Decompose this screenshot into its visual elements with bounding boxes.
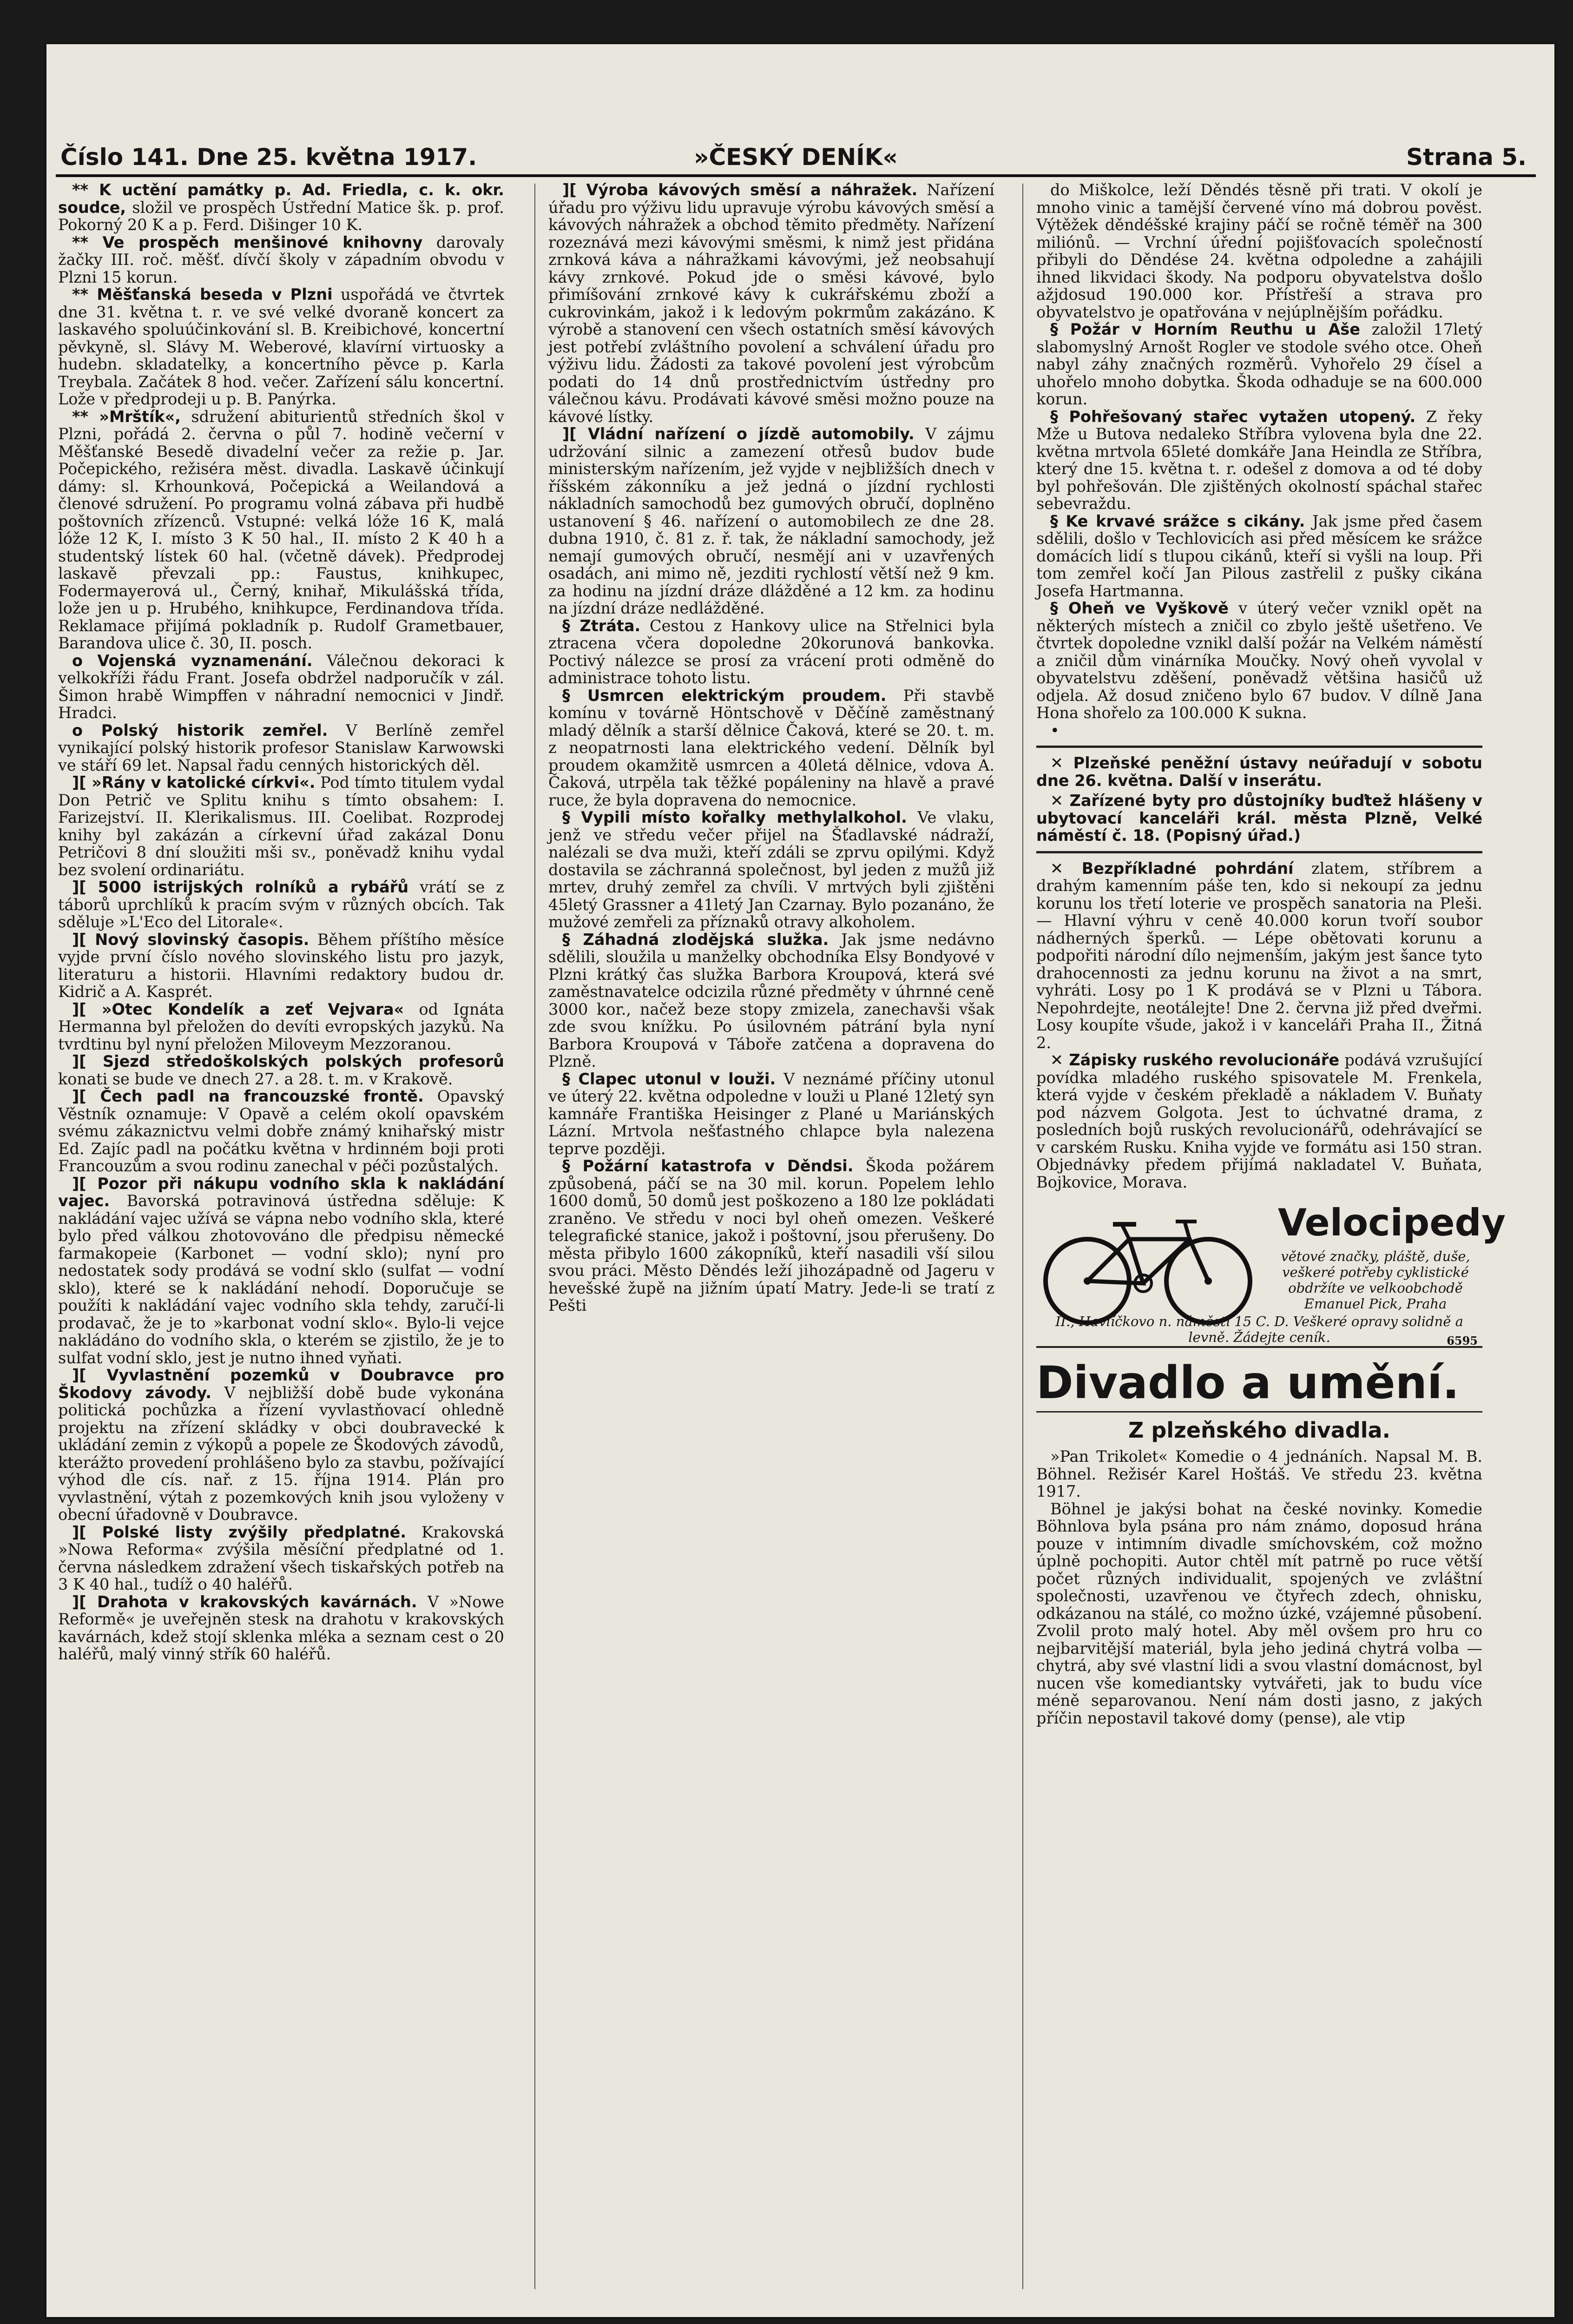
article	[1036, 600, 1482, 722]
article-headline: § Záhadná zlodějská služka.	[562, 930, 829, 949]
column-2	[548, 181, 994, 2296]
article-headline: § Ztráta.	[562, 616, 641, 635]
theatre-review	[1036, 1448, 1482, 1727]
article-headline: § Požární katastrofa v Děndsi.	[562, 1157, 854, 1175]
article-text: •	[1050, 721, 1060, 739]
article-headline: ][ Pozor při nákupu vodního skla k nakládání vajec.	[58, 1174, 504, 1210]
article-text: Ve vlaku, jenž ve středu večer přijel na Šťadlavské nádraží, nalézali se dva muži, kteří zdáli se zprvu opilými. Když dostavila se záchranná společnost, byl jeden z mužů již mrtev, druhý zemřel za chvíli. V mrtvých byli zjištěni 45letý Grassner a 41letý Jan Czarnay. Bylo pozanáno, že mužové zemřeli za příznaků otravy alkoholem.	[548, 808, 994, 931]
article-text: založil 17letý slabomyslný Arnošt Rogler ve stodole svého otce. Oheň nabyl záhy značných rozměrů. Vyhořelo 29 čísel a uhořelo mnoho dobytka. Škoda odhaduje se na 600.000 korun.	[1036, 320, 1482, 408]
article	[1036, 722, 1482, 739]
article	[58, 234, 504, 286]
article	[548, 1070, 994, 1158]
article-text: Krakovská »Nowa Reforma« zvýšila měsíční předplatné od 1. června následkem zdražení všech tiskařských potřeb na 3 K 40 hal., tudíž o 40 haléřů.	[58, 1523, 504, 1593]
notice: ✕ Plzeňské peněžní ústavy neúřadují v sobotu dne 26. května. Další v inserátu.	[1036, 754, 1482, 790]
article-text: V Berlíně zemřel vynikající polský historik profesor Stanislaw Karwowski ve stáří 69 let. Napsal řadu cenných historických děl.	[58, 721, 504, 774]
bicycle-icon	[1036, 1207, 1259, 1327]
article	[58, 1175, 504, 1367]
article-headline: ][ Polské listy zvýšily předplatné.	[72, 1523, 407, 1541]
article	[548, 687, 994, 809]
ad-text: větové značky, pláště, duše, veškeré potřeby cyklistické obdržíte ve velkoobchodě Emanuel Pick, Praha	[1281, 1248, 1470, 1312]
article-text: Jak jsme před časem sdělili, došlo v Techlovicích asi před měsícem ke srážce domácích lidí s tlupou cikánů, kteří si vyšli na loup. Při tom zemřel kočí Jan Pilous zastřelil z pušky cikána Josefa Hartmanna.	[1036, 512, 1482, 600]
article-text: Z řeky Mže u Butova nedaleko Stříbra vylovena byla dne 22. května mrtvola 65leté domkáře Jana Heindla ze Stříbra, který dne 15. května t. r. odešel z domova a od té doby byl pohřešován. Dle zjištěných okolností spáchal stařec sebevraždu.	[1036, 407, 1482, 513]
notice-box	[1036, 746, 1482, 853]
section-subtitle: Z plzeňského divadla.	[1128, 1418, 1391, 1443]
article-headline: ][ »Rány v katolické církvi«.	[72, 773, 316, 792]
ad-title: Velocipedy	[1278, 1201, 1506, 1244]
article-headline: § Požár v Horním Reuthu u Aše	[1050, 320, 1360, 338]
article	[58, 1001, 504, 1053]
article-headline: § Ke krvavé srážce s cikány.	[1050, 512, 1305, 530]
ad-number: 6595	[1447, 1334, 1478, 1347]
article-text: složil ve prospěch Ústřední Matice šk. p. prof. Pokorný 20 K a p. Ferd. Dišinger 10 K.	[58, 198, 504, 234]
article	[58, 286, 504, 408]
article	[58, 1088, 504, 1175]
article	[1036, 513, 1482, 600]
article-headline: ][ Vládní nařízení o jízdě automobily.	[562, 425, 915, 443]
article	[58, 774, 504, 878]
article-headline: ][ Vyvlastnění pozemků v Doubravce pro Škodovy závody.	[58, 1366, 504, 1402]
article	[1036, 321, 1482, 408]
article-text: Válečnou dekoraci k velkokříži řádu Frant. Josefa obdržel nadporučík v zál. Šimon hrabě Wimpffen v náhradní nemocnici v Jindř. Hradci.	[58, 651, 504, 722]
article-text: Bavorská potravinová ústředna sděluje: K nakládání vajec užívá se vápna nebo vodního skla, které bylo před válkou zhotovováno dle předpisu německé farmakopeie (Karbonet — vodní sklo); nyní pro nedostatek sody prodává se vodní sklo (sulfat — vodní sklo), které se k nakládání nehodí. Doporučuje se použíti k nakládání vajec vodního skla tehdy, zaručí-li prodavač, že je to »karbonat vodní sklo«. Bylo-li vejce nakládáno do vodního skla, o kterém se zjistilo, že je to sulfat vodní sklo, jest je nutno ihned vyňati.	[58, 1192, 504, 1367]
notice: ✕ Zařízené byty pro důstojníky buďtež hlášeny v ubytovací kanceláři král. města Plzně, Velké náměstí č. 18. (Popisný úřad.)	[1036, 792, 1482, 845]
article	[58, 931, 504, 1001]
article-headline: ✕ Bezpříkladné pohrdání	[1050, 859, 1294, 878]
article-text: V »Nowe Reformě« je uveřejněn stesk na drahotu v krakovských kavárnách, kdež stojí sklenka mléka a seznam cest o 20 haléřů, malý vinný střík 60 haléřů.	[58, 1592, 504, 1663]
section-title: Divadlo a umění.	[1036, 1357, 1482, 1413]
ad-address: II., Havlíčkovo n. náměstí 15 C. D. Veškeré opravy solidně a levně. Žádejte ceník.	[1055, 1314, 1463, 1345]
article	[58, 408, 504, 652]
article-headline: ✕ Zápisky ruského revolucionáře	[1050, 1051, 1340, 1069]
article-headline: ** Měšťanská beseda v Plzni	[72, 285, 333, 304]
issue-date: Číslo 141. Dne 25. května 1917.	[60, 144, 477, 171]
article-headline: § Oheň ve Vyškově	[1050, 599, 1229, 617]
article-text: zlatem, stříbrem a drahým kamenním páše ten, kdo si nekoupí za jednu korunu los třetí loterie ve prospěch sanatoria na Pleši. — Hlavní výhru v ceně 40.000 korun tvoří soubor nádherných šperků. — Lépe obětovati korunu a podpořiti národní dílo nejmenším, jakým jest šance tyto drahocennosti za jednu korunu na život a na smrt, vyhráti. Losy po 1 K prodává se v Plzni u Tábora. Nepohrdejte, neotálejte! Dne 2. června již před dveřmi. Losy koupíte všude, jakož i v kanceláři Praha II., Žitná 2.	[1036, 859, 1482, 1052]
column-3	[1036, 181, 1506, 2296]
article-headline: ][ Nový slovinský časopis.	[72, 930, 309, 949]
article	[548, 181, 994, 425]
article-text: Jak jsme nedávno sdělili, sloužila u manželky obchodníka Elsy Bondyové v Plzni krátký čas služka Barbora Kroupová, která své zaměstnavatelce odcizila různé předměty v úhrnné ceně 3000 kor., načež beze stopy zmizela, zanechavši však zde svou knížku. Po úsilovném pátrání byla nyní Barbora Kroupová v Táboře zatčena a dopravena do Plzně.	[548, 930, 994, 1070]
newspaper-page	[46, 44, 1554, 2317]
newspaper-title: »ČESKÝ DENÍK«	[694, 144, 898, 171]
article-headline: ** »Mrštík«,	[72, 407, 181, 426]
article-headline: o Polský historik zemřel.	[72, 721, 328, 739]
article	[58, 1053, 504, 1088]
article	[548, 425, 994, 617]
article	[58, 722, 504, 774]
column-divider	[1022, 184, 1023, 2289]
bicycle-advertisement	[1036, 1197, 1506, 1348]
article-text: do Miškolce, leží Děndés těsně při trati. V okolí je mnoho vinic a tamější červené víno má dobrou pověst. Výtěžek děndéšské krajiny páčí se ročně téměř na 300 miliónů. — Vrchní úřední pojišťovacích společností přibyli do Děndése 24. května odpoledne a zahájili ihned likvidaci škody. Na podporu obyvatelstva došlo ažjdosud 190.000 kor. Přístřeší a strava pro obyvatelstvo je opatřována v nejúplnějším pořádku.	[1036, 181, 1482, 321]
article	[548, 617, 994, 687]
article-headline: ][ »Otec Kondelík a zeť Vejvara«	[72, 1000, 404, 1018]
article	[548, 931, 994, 1070]
article-text: od Ignáta Hermanna byl přeložen do devíti evropských jazyků. Na tvrdtinu byl nyní přeložen Miloveym Mezzoranou.	[58, 1000, 504, 1053]
article-text: sdružení abiturientů středních škol v Plzni, pořádá 2. června o půl 7. hodině večerní v Měšťanské Besedě divadelní večer za režie p. Jar. Počepického, režiséra měst. divadla. Laskavě účinkují dámy: sl. Krhounková, Počepická a Weilandová a členové sdružení. Po programu volná zábava při hudbě poštovních zřízenců. Vstupné: velká lóže 16 K, malá lóže 12 K, I. místo 3 K 50 hal., II. místo 2 K 40 h a studentský lístek 60 hal. (včetně dávek). Předprodej laskavě převzali pp.: Faustus, knihkupec, Fodermayerová ul., Černý, knihař, Mikulášská třída, lože jen u p. Hrubého, knihkupce, Ferdinandova třída. Reklamace přijímá pokladník p. Rudolf Grametbauer, Barandova ulice č. 30, II. posch.	[58, 407, 505, 652]
column-divider	[534, 184, 535, 2289]
article-text: vrátí se z táborů uprchlíků k pracím svým v různých obcích. Tak sděluje »L'Eco del Litorale«.	[58, 878, 504, 931]
article	[58, 1524, 504, 1593]
article-headline: § Vypili místo kořalky methylalkohol.	[562, 808, 907, 826]
article-text: Během příštího měsíce vyjde první číslo nového slovinského listu pro jazyk, literaturu a historii. Hlavními redaktory budou dr. Kidrič a A. Kasprét.	[58, 930, 505, 1001]
column-1	[58, 181, 504, 2296]
article-headline: § Pohřešovaný stařec vytažen utopený.	[1050, 407, 1416, 426]
article-text: Při stavbě komínu v továrně Höntschově v Děčíně zaměstnaný mladý dělník a starší dělnice Čaková, které se 20. t. m. z neopatrnosti lana elektrického vedení. Dělník byl proudem okamžitě usmrcen a 40letá dělnice, vdova A. Čaková, utrpěla tak těžké popáleniny na hlavě a pravé ruce, že byla dopravena do nemocnice.	[548, 686, 994, 809]
article-text: Nařízení úřadu pro výživu lidu upravuje výrobu kávových směsí a kávových náhražek a obchod těmito předměty. Nařízení rozeznává mezi kávovými směsmi, k nimž jest přidána zrnková káva a náhražkami kávovými, jež neobsahují kávy zrnkové. Pokud jde o směsi kávové, bylo přimíšování zrnkové kávy k cukrářskému zboží a cukrovinkám, jakož i k ledovým pokrmům zakázáno. K výrobě a stanovení cen všech ostatních směsí kávových jest potřebí zvláštního povolení a schválení úřadu pro výživu lidu. Žádosti za takové povolení jest výrobcům podati do 14 dnů prostřednictvím ústředny pro válečnou kávu. Prodávati kávové směsi možno pouze na kávové lístky.	[548, 181, 994, 426]
article-text: konati se bude ve dnech 27. a 28. t. m. v Krakově.	[58, 1070, 453, 1088]
article-text: darovaly žačky III. roč. měšť. dívčí školy v západním obvodu v Plzni 15 korun.	[58, 233, 505, 286]
review-paragraph: Böhnel je jakýsi bohat na české novinky. Komedie Böhnlova byla psána pro nám známo, doposud hrána pouze v intimním divadle smíchovském, což možno úplně pochopiti. Autor chtěl mít patrně po ruce větší počet různých individualit, spojených ve zvláštní společnosti, uzavřenou ve čtyřech zdech, ohnisku, odkázanou na stálé, co možno úzké, vzájemné působení. Zvolil proto malý hotel. Aby měl ovšem pro hru co nejbarvitější materiál, byla jeho jediná chytrá volba — chytrá, aby své vlastní lidi a svou vlastní domácnost, byl nucen vše komediantsky vytvářeti, jak to budu více méně separovanou. Není nám dosti jasno, z jakých příčin nepostavil takové domy (pense), ale vtip	[1036, 1499, 1482, 1727]
article-headline: ][ Drahota v krakovských kavárnách.	[72, 1592, 417, 1611]
article	[1036, 408, 1482, 513]
column-3-articles	[1036, 181, 1482, 739]
article-text: podává vzrušující povídka mladého ruského spisovatele M. Frenkela, která vyjde v českém překladě a nákladem V. Buňaty pod názvem Golgota. Jest to úchvatné drama, z posledních bojů ruských revolucionářů, odehrávající se v carském Rusku. Kniha vyjde ve formátu asi 150 stran. Objednávky předem přijímá nakladatel V. Buňata, Bojkovice, Morava.	[1036, 1051, 1483, 1191]
masthead	[56, 137, 1536, 177]
article	[58, 1593, 504, 1663]
article	[1036, 181, 1482, 321]
article	[58, 181, 504, 234]
article-text: Škoda požárem způsobená, páčí se na 30 mil. korun. Popelem lehlo 1600 domů, 50 domů jest poškozeno a 180 lze pokládati zraněno. Ve středu v noci byl oheň omezen. Veškeré telegrafické stanice, jakož i poštovní, jsou přerušeny. Do města přibylo 1600 zákopníků, kteří nasadili vší silou svou práci. Město Děndés leží jihozápadně od Jageru v hevešské župě na jižním úpatí Matry. Jede-li se tratí z Pešti	[548, 1157, 995, 1314]
article	[58, 878, 504, 931]
article	[548, 809, 994, 931]
page-number: Strana 5.	[1406, 144, 1527, 171]
article-text: Opavský Věstník oznamuje: V Opavě a celém okolí opavském svému zákaznictvu velmi dobře známý knihařský mistr Ed. Zajíc padl na počátku května v hrdinném boji proti Francouzům a svou rodinu zanechal v péči pozůstalých.	[58, 1087, 504, 1175]
article-headline: o Vojenská vyznamenání.	[72, 651, 313, 670]
article	[1036, 1051, 1482, 1191]
article-headline: § Usmrcen elektrickým proudem.	[562, 686, 887, 705]
article-headline: ** Ve prospěch menšinové knihovny	[72, 233, 423, 251]
article-text: uspořádá ve čtvrtek dne 31. května t. r. ve své velké dvoraně koncert za laskavého spoluúčinkování sl. B. Kreibichové, koncertní pěvkyně, sl. Slávy M. Weberové, klavírní virtuosky a hudebn. skladatelky, a koncertního pěvce p. Karla Treybala. Začátek 8 hod. večer. Zařízení sálu koncertní. Lože v předprodeji u p. B. Panýrka.	[58, 285, 504, 408]
article-text: V zájmu udržování silnic a zamezení otřesů budov bude ministerským nařízením, jež vyjde v nejbližších dnech v říšském zákonníku a jež jedná o jízdní rychlosti nákladních samochodů bez gumových obručí, doplněno ustanovení § 46. nařízení o automobilech ze dne 28. dubna 1910, č. 81 z. ř. tak, že nákladní samochody, jež nemají gumových obručí, nesmějí ani v uzavřených osadách, ani mimo ně, jezditi rychlostí větší než 9 km. za hodinu na jízdní dráze dlážděné a 12 km. za hodinu na jízdní dráze nedlážděné.	[548, 425, 994, 617]
article-text: V nejbližší době bude vykonána politická pochůzka a řízení vyvlastňovací ohledně projektu na zřízení skládky v obci doubravecké k ukládání zemin z výkopů a popele ze Škodových závodů, kterážto provedení prohlášeno bylo za stavbu, požívající výhod dle cís. nař. z 15. října 1914. Plán pro vyvlastnění, výtah z pozemkových knih jsou vyloženy v obecní úřadovně v Doubravce.	[58, 1383, 505, 1524]
article	[1036, 860, 1482, 1052]
article-text: Pod tímto titulem vydal Don Petrič ve Splitu knihu s tímto obsahem: I. Farizejství. II. Klerikalismus. III. Coelibat. Rozprodej knihy byl zakázán a církevní úřad zakázal Donu Petričovi 8 dní sloužiti mši sv., poněvadž knihu vydal bez svolení ordinariátu.	[58, 773, 504, 879]
article-headline: ][ 5000 istrijských rolníků a rybářů	[72, 878, 409, 896]
article-headline: ][ Čech padl na francouzské frontě.	[72, 1087, 424, 1105]
column-3-articles-lower	[1036, 860, 1482, 1191]
review-paragraph: »Pan Trikolet« Komedie o 4 jednáních. Napsal M. B. Böhnel. Režisér Karel Hoštáš. Ve středu 23. května 1917.	[1036, 1447, 1482, 1500]
article	[58, 652, 504, 722]
article	[548, 1157, 994, 1314]
article-headline: § Clapec utonul v louži.	[562, 1070, 776, 1088]
article-text: V neznámé příčiny utonul ve úterý 22. května odpoledne v louži u Plané 12letý syn kamnáře Františka Heisinger z Plané u Mariánských Lázní. Mrtvola nešťastného chlapce byla nalezena teprve později.	[548, 1070, 994, 1158]
article-text: v úterý večer vznikl opět na některých místech a zničil co zbylo ještě ušetřeno. Ve čtvrtek dopoledne vznikl další požár na Velkém náměstí a zničil dům vinárníka Moučky. Nový oheň vyvolal v obyvatelstvu zděšení, poněvadž většina hasičů už odjela. Až dosud zničeno bylo 67 budov. V dílně Jana Hona shořelo za 100.000 K sukna.	[1036, 599, 1482, 722]
article	[58, 1367, 504, 1524]
article-headline: ][ Výroba kávových směsí a náhražek.	[562, 181, 918, 199]
article-headline: ** K uctění památky p. Ad. Friedla, c. k. okr. soudce,	[58, 181, 504, 217]
article-text: Cestou z Hankovy ulice na Střelnici byla ztracena včera dopoledne 20korunová bankovka. Poctivý nálezce se prosí za vrácení proti odměně do administrace tohoto listu.	[548, 616, 995, 687]
article-headline: ][ Sjezd středoškolských polských profesorů	[72, 1052, 504, 1070]
